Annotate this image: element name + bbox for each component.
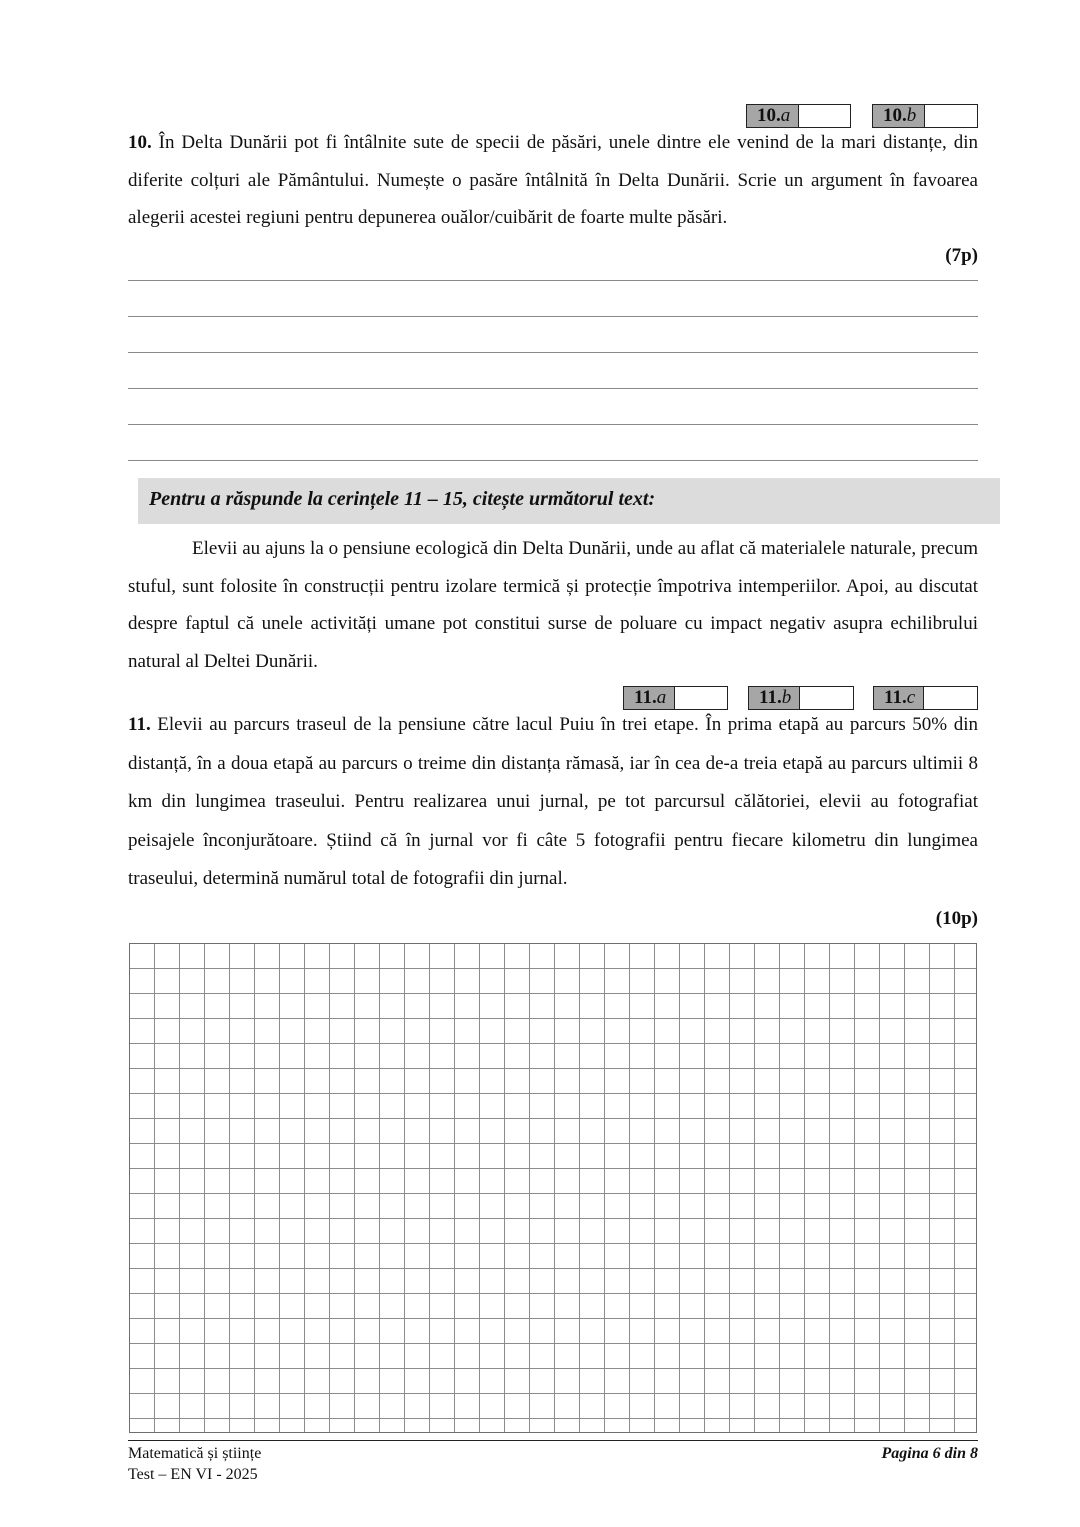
score-box-label: 11.b: [749, 687, 800, 709]
question-text: Elevii au parcurs traseul de la pensiune către lacul Puiu în trei etape. În prima etapă au parcurs 50% din distanță, în a doua etapă au parcurs o treime din distanța rămasă, iar în cea de-a treia etapă au parcurs ultimii 8 km din lungimea traseului. Pentru realizarea unui jurnal, pe tot parcursul călătoriei, elevii au fotografiat peisajele înconjurătoare. Știind că în jurnal vor fi câte 5 fotografii pentru fiecare kilometru din lungimea traseului, determină numărul total de fotografii din jurnal.: [128, 714, 978, 889]
answer-line[interactable]: [128, 388, 978, 389]
question-10: [128, 124, 978, 237]
reading-banner-text: Pentru a răspunde la cerințele 11 – 15, citește următorul text:: [149, 488, 656, 510]
answer-line[interactable]: [128, 316, 978, 317]
footer-subject: Matematică și științe: [128, 1445, 262, 1462]
question-10-points: (7p): [945, 245, 978, 266]
answer-grid[interactable]: [129, 943, 977, 1433]
footer-divider: [128, 1440, 978, 1441]
question-number: 10.: [128, 132, 152, 153]
reading-banner: [138, 478, 1000, 524]
answer-line[interactable]: [128, 280, 978, 281]
question-text: În Delta Dunării pot fi întâlnite sute de specii de păsări, unele dintre ele venind de la mari distanțe, din diferite colțuri ale Pământului. Numește o pasăre întâlnită în Delta Dunării. Scrie un argument în favoarea alegerii acestei regiuni pentru depunerea ouălor/cuibărit de foarte multe păsări.: [128, 132, 978, 228]
reading-text: Elevii au ajuns la o pensiune ecologică din Delta Dunării, unde au aflat că materialele naturale, precum stuful, sunt folosite în construcții pentru izolare termică și protecție împotriva intemperiilor. Apoi, au discutat despre faptul că unele activități umane pot constitui surse de poluare cu impact negativ asupra echilibrului natural al Deltei Dunării.: [128, 538, 978, 672]
question-number: 11.: [128, 714, 151, 735]
question-11-points: (10p): [935, 908, 978, 929]
score-box-label: 10.a: [747, 105, 799, 127]
footer-left: [128, 1443, 261, 1485]
answer-line[interactable]: [128, 460, 978, 461]
score-box-label: 11.c: [874, 687, 924, 709]
score-box-label: 10.b: [873, 105, 925, 127]
footer-page: Pagina 6 din 8: [881, 1445, 978, 1462]
answer-line[interactable]: [128, 424, 978, 425]
score-box-label: 11.a: [624, 687, 675, 709]
footer-test: Test – EN VI - 2025: [128, 1466, 258, 1483]
question-11: [128, 706, 978, 899]
answer-line[interactable]: [128, 352, 978, 353]
